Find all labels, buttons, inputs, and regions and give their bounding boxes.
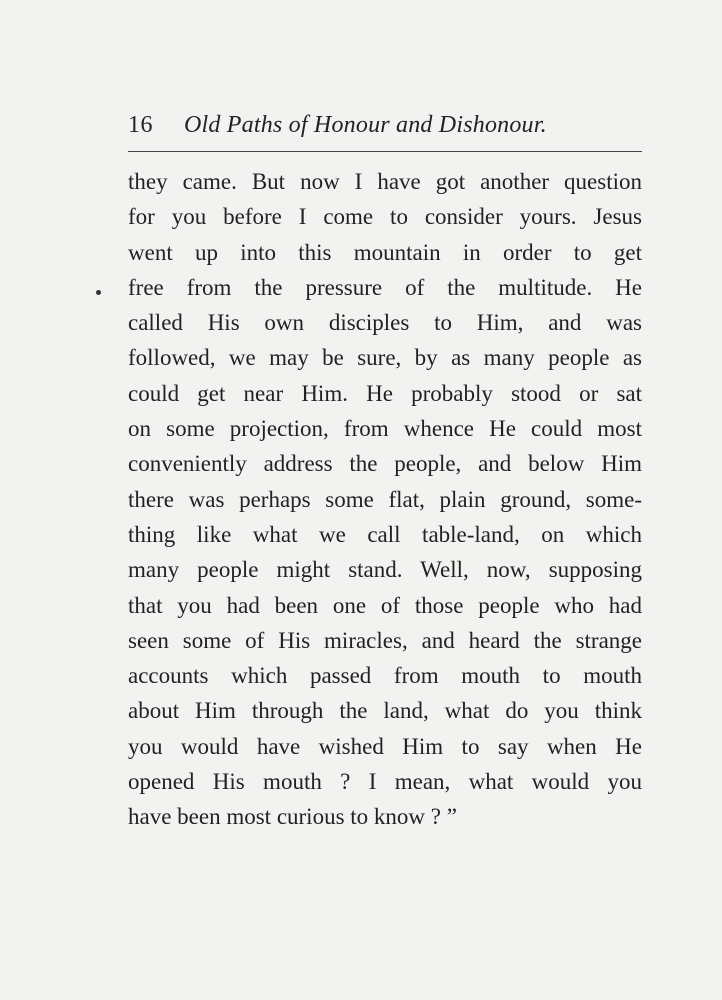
text-line: about Him through the land, what do you think [128, 698, 642, 724]
text-line: that you had been one of those people who had [128, 592, 642, 618]
page-number: 16 [128, 112, 153, 138]
text-line: followed, we may be sure, by as many people as [128, 345, 642, 371]
body-text [128, 164, 642, 835]
text-line: accounts which passed from mouth to mouth [128, 663, 642, 689]
text-line: you would have wished Him to say when He [128, 733, 642, 759]
text-line: free from the pressure of the multitude. He [128, 274, 642, 300]
text-line-last: have been most curious to know ? ” [128, 804, 457, 830]
text-line: called His own disciples to Him, and was [128, 310, 642, 336]
text-line: they came. But now I have got another question [128, 169, 642, 194]
text-line: could get near Him. He probably stood or sat [128, 380, 642, 406]
text-line: conveniently address the people, and below Him [128, 451, 642, 477]
text-line: went up into this mountain in order to get [128, 239, 642, 265]
text-line: seen some of His miracles, and heard the strange [128, 627, 642, 653]
text-line: opened His mouth ? I mean, what would you [128, 769, 642, 795]
page-header [128, 112, 642, 146]
stray-ink-mark [96, 290, 101, 295]
text-line: there was perhaps some flat, plain ground, some- [128, 486, 642, 512]
text-line: on some projection, from whence He could most [128, 416, 642, 442]
text-line: many people might stand. Well, now, supposing [128, 557, 642, 583]
header-rule [128, 151, 642, 152]
text-line: for you before I come to consider yours. Jesus [128, 204, 642, 230]
running-title: Old Paths of Honour and Dishonour. [184, 112, 547, 138]
text-line: thing like what we call table-land, on which [128, 521, 642, 547]
